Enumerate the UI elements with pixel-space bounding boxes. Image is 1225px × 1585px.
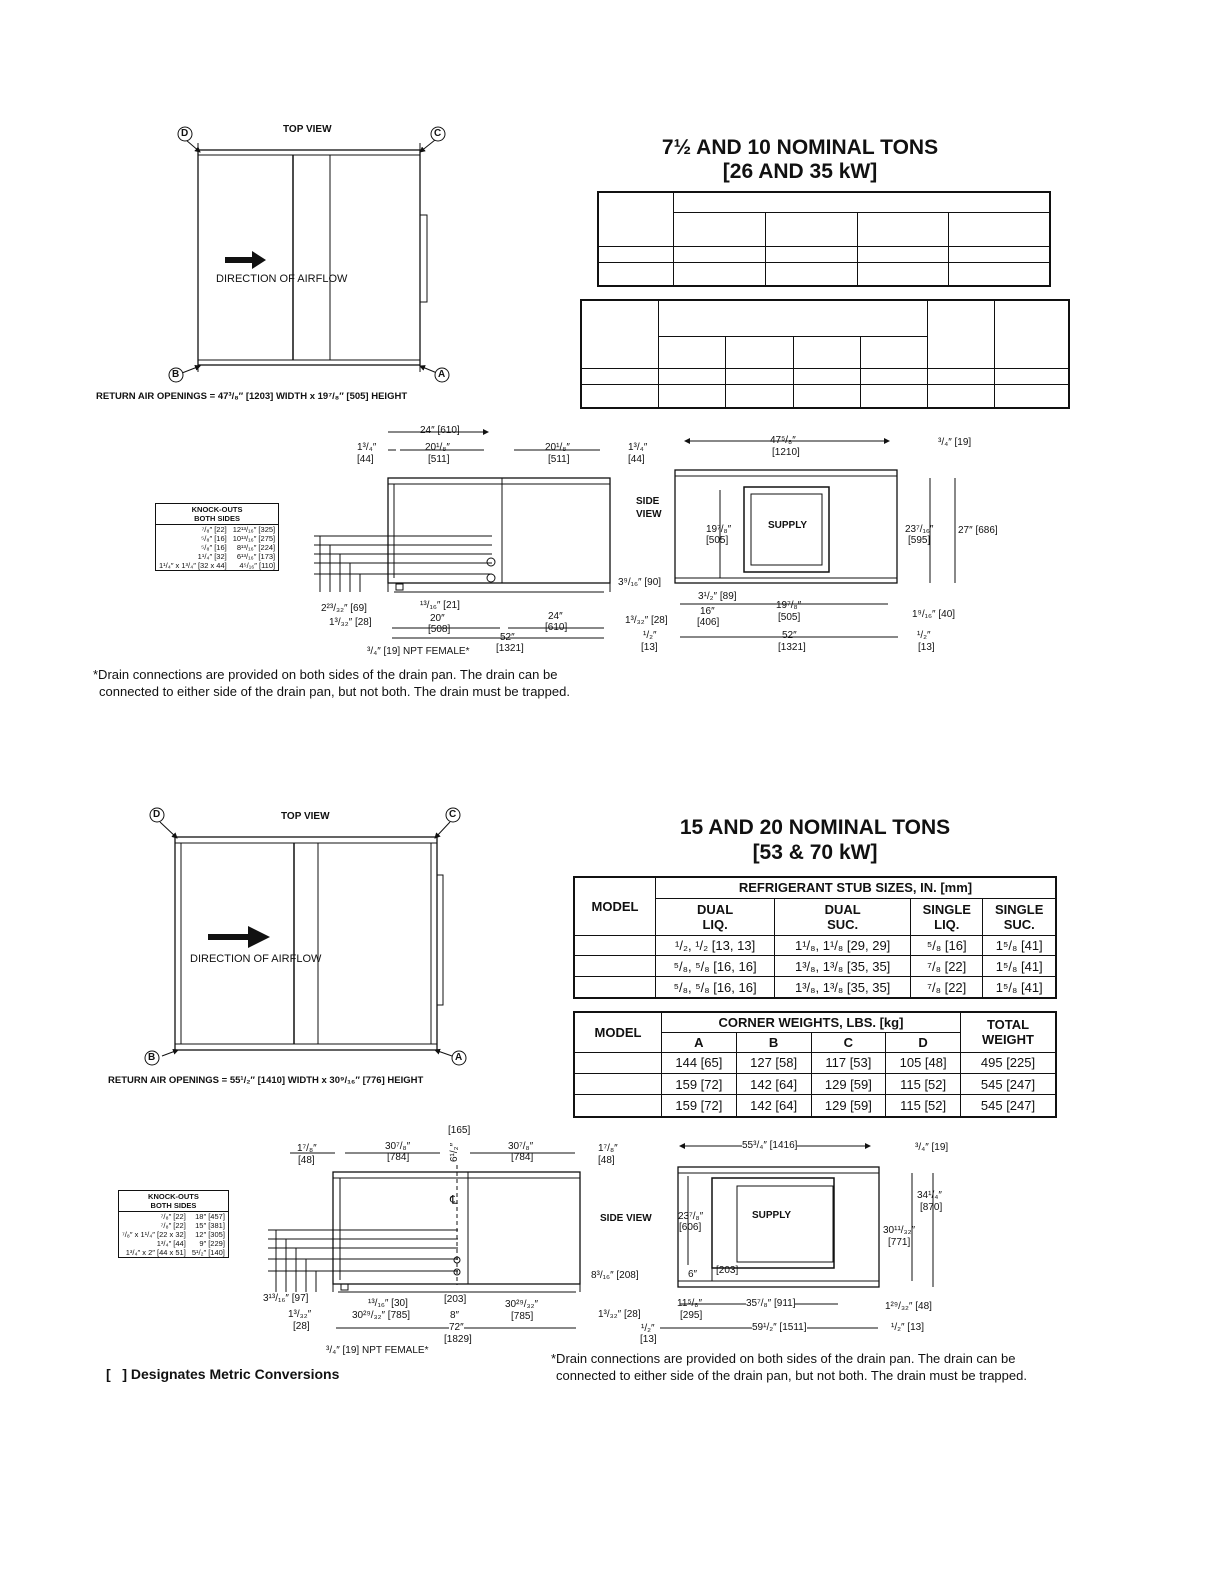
dim: ¹/₂″ [13] [891,1322,924,1333]
dim: 1²⁹/₃₂″ [48] [885,1301,932,1312]
dim: [13] [640,1334,657,1345]
corner-a-label: A [455,1052,463,1063]
dim: 6″ [688,1269,698,1280]
dim: 8³/₁₆″ [208] [591,1270,639,1281]
corner-c-label: C [434,128,442,139]
npt-label: ³/₄″ [19] NPT FEMALE* [326,1345,429,1356]
side-view-label: VIEW [636,509,662,520]
dim: 3⁹/₁₆″ [90] [618,577,662,588]
corner-weights-table-2: MODEL CORNER WEIGHTS, LBS. [kg] TOTAL WEIGHT A B C D 144 [65] 127 [58] 117 [53] 105 [48] 495 [225] 159 [72] 142 [64] 129 [59] 115 [52] 545 [247] 159 [72] 142 [64] 129 [59] 115 [52] 545 [247] [573,1011,1057,1118]
corner-weights-table-1 [580,299,1070,409]
dim: 1⁹/₁₆″ [40] [912,609,956,620]
dim: ¹/₂″ [917,630,931,641]
dim: [784] [511,1152,534,1163]
airflow-label: DIRECTION OF AIRFLOW [216,273,348,285]
dim: [784] [387,1152,410,1163]
dim: ¹³/₁₆″ [30] [368,1298,408,1309]
dim: 24″ [548,611,563,622]
dim: 30⁷/₈″ [385,1141,411,1152]
dim: 35⁷/₈″ [911] [746,1298,796,1309]
dim: ³/₄″ [19] [938,437,972,448]
return-air-note: RETURN AIR OPENINGS = 55¹/₂″ [1410] WIDTH x 30⁹/₁₆″ [776] HEIGHT [108,1075,424,1086]
dim: 30⁷/₈″ [508,1141,534,1152]
dim: [606] [679,1222,702,1233]
dim: [595] [908,535,931,546]
section-title: 15 AND 20 NOMINAL TONS [679,816,951,839]
top-view-label: TOP VIEW [281,811,330,822]
corner-b-label: B [148,1052,156,1063]
stub-sizes-table-2: MODEL REFRIGERANT STUB SIZES, IN. [mm] DUAL LIQ. DUAL SUC. SINGLE LIQ. SINGLE SUC. ¹/₂, ¹/₂ [13, 13] 1¹/₈, 1¹/₈ [29, 29] ⁵/₈ [16] 1⁵/₈ [41] ⁵/₈, ⁵/₈ [16, 16] 1³/₈, 1³/₈ [35, 35] ⁷/₈ [22] 1⁵/₈ [41] ⁵/₈, ⁵/₈ [16, 16] 1³/₈, 1³/₈ [35, 35] ⁷/₈ [22] 1⁵/₈ [41] [573,876,1057,999]
dim: [870] [920,1202,943,1213]
dim: [1829] [444,1334,472,1345]
dim: [505] [778,612,801,623]
front-view-2 [333,1165,580,1292]
dim: 1⁷/₈″ [598,1143,618,1154]
dim: [13] [641,642,658,653]
dim: [295] [680,1310,703,1321]
dim: 30²⁹/₃₂″ [785] [352,1310,411,1321]
dim: 1³/₄″ [357,442,377,453]
dim: 1³/₃₂″ [28] [625,615,668,626]
dim: [508] [428,624,451,635]
dim: [1210] [772,447,800,458]
dim: [511] [428,454,450,465]
dim: 47⁵/₈″ [770,435,796,446]
dim: ¹/₂″ [643,630,657,641]
knockouts-table-2: KNOCK-OUTS BOTH SIDES ⁷/₈″ [22] 18″ [457] ⁷/₈″ [22] 15″ [381] ⁷/₈″ x 1¹/₄″ [22 x 32] 12″ [305] 1³/₄″ [44] 9″ [229] 1³/₄″ x 2″ [44 x 51] 5¹/₂″ [140] [118,1190,229,1258]
dim: [610] [545,622,568,633]
dim: 8″ [450,1310,460,1321]
section-title: 7½ AND 10 NOMINAL TONS [661,136,939,159]
dim: 55³/₄″ [1416] [742,1140,798,1151]
drain-note: *Drain connections are provided on both sides of the drain pan. The drain can be [93,667,558,682]
dim: [511] [548,454,570,465]
dim: 2²³/₃₂″ [69] [321,603,367,614]
npt-label: ³/₄″ [19] NPT FEMALE* [367,646,470,657]
dim: 30¹¹/₃₂″ [883,1225,916,1236]
dim: 20″ [430,613,445,624]
airflow-label: DIRECTION OF AIRFLOW [190,953,322,965]
dim: [44] [628,454,645,465]
corner-b-label: B [172,369,180,380]
supply-label: SUPPLY [752,1210,792,1221]
dim: ³/₄″ [19] [915,1142,949,1153]
dim: 72″ [449,1322,464,1333]
dim: 20¹/₈″ [545,442,570,453]
dim: 6¹/₂″ [449,1142,460,1162]
dim: [785] [511,1311,534,1322]
dim: 19⁷/₈″ [706,524,732,535]
dim: 23⁷/₁₆″ [905,524,934,535]
top-view-2 [175,837,443,1050]
dim: 3¹³/₁₆″ [97] [263,1293,309,1304]
top-view-label: TOP VIEW [283,124,332,135]
dim: [203] [716,1265,739,1276]
metric-note: [ ] Designates Metric Conversions [106,1366,340,1382]
dim: 1³/₃₂″ [288,1309,312,1320]
drain-note: connected to either side of the drain pan, but not both. The drain must be trapped. [99,684,570,699]
supply-label: SUPPLY [768,520,808,531]
dim: [165] [448,1125,471,1136]
dim: [505] [706,535,729,546]
corner-c-label: C [449,809,457,820]
dim: ¹/₂″ [641,1323,655,1334]
stub-sizes-table-1 [597,191,1051,287]
dim: [44] [357,454,374,465]
corner-a-label: A [438,369,446,380]
knockouts-table-1: KNOCK-OUTS BOTH SIDES ⁷/₈″ [22] 12¹³/₁₆″ [325] ⁵/₈″ [16] 10¹³/₁₆″ [275] ⁵/₈″ [16] 8¹³/₁₆″ [224] 1¹/₄″ [32] 6¹³/₁₆″ [173] 1¹/₄″ x 1³/₄″ [32 x 44] 4⁵/₁₆″ [110] [155,503,279,571]
drain-note: connected to either side of the drain pan, but not both. The drain must be trapped. [556,1368,1027,1383]
dim: 52″ [782,630,797,641]
side-view-label: SIDE [636,496,660,507]
dim: 1³/₃₂″ [28] [329,617,372,628]
dim: [13] [918,642,935,653]
dim: 30²⁹/₃₂″ [505,1299,539,1310]
section-subtitle: [53 & 70 kW] [752,841,878,864]
airflow-arrow-icon [225,251,266,269]
dim: 59¹/₂″ [1511] [752,1322,807,1333]
dim: [1321] [496,643,524,654]
dim: 52″ [500,632,515,643]
side-view-label: SIDE VIEW [600,1213,652,1224]
front-view-1 [388,478,610,592]
dim: 11⁵/₈″ [677,1298,702,1309]
corner-d-label: D [181,128,189,139]
dim: [48] [298,1155,315,1166]
corner-d-label: D [153,809,161,820]
dim: [28] [293,1321,310,1332]
dim: [406] [697,617,720,628]
drain-note: *Drain connections are provided on both sides of the drain pan. The drain can be [551,1351,1016,1366]
dim: 1³/₄″ [628,442,648,453]
dim: 1³/₃₂″ [28] [598,1309,641,1320]
dim: [771] [888,1237,911,1248]
dim: 34¹/₄″ [917,1190,942,1201]
dim: [203] [444,1294,467,1305]
dim: 19⁷/₈″ [776,600,802,611]
dim: 27″ [686] [958,525,998,536]
dim: 16″ [700,606,715,617]
side-view-2 [678,1167,879,1287]
dim: 24″ [610] [420,425,460,436]
dim: 1⁷/₈″ [297,1143,317,1154]
dim: ¹³/₁₆″ [21] [420,600,460,611]
dim: 20¹/₈″ [425,442,450,453]
dim: 3¹/₂″ [89] [698,591,737,602]
dim: [1321] [778,642,806,653]
dim: [48] [598,1155,615,1166]
airflow-arrow-icon [208,926,270,948]
return-air-note: RETURN AIR OPENINGS = 47³/₈″ [1203] WIDTH x 19⁷/₈″ [505] HEIGHT [96,391,408,402]
centerline-icon: ℄ [450,1193,458,1207]
section-subtitle: [26 AND 35 kW] [722,160,878,183]
dim: 23⁷/₈″ [678,1211,704,1222]
